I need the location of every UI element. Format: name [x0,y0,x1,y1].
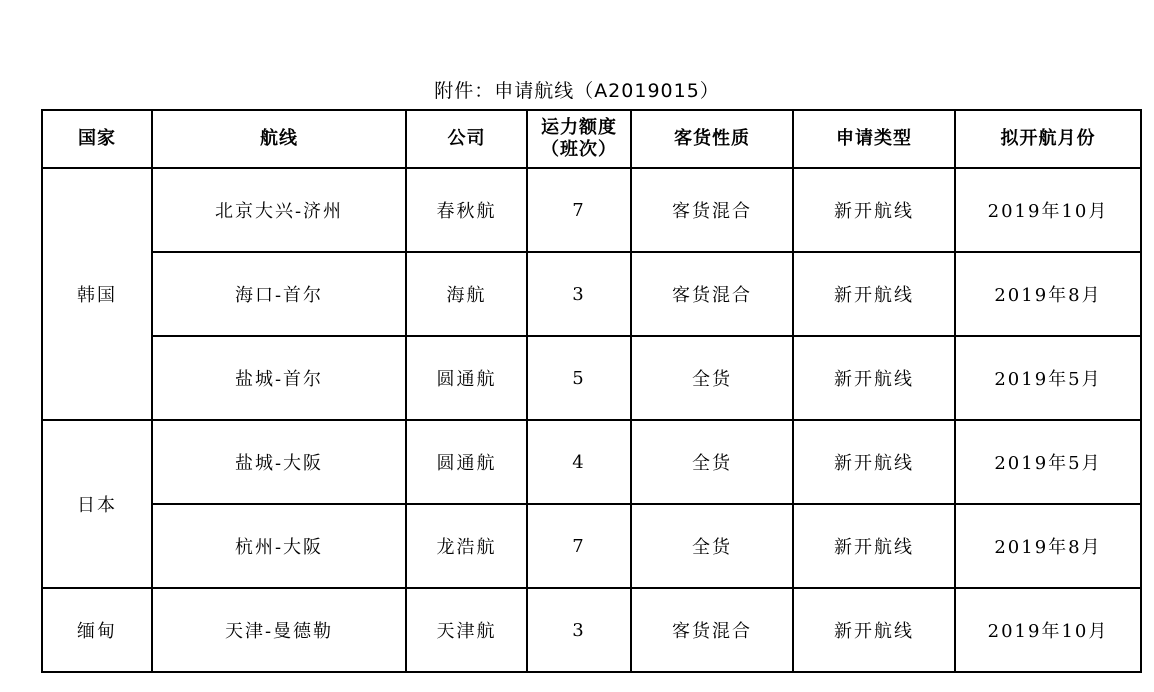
table-row [42,588,1141,672]
header-type: 申请类型 [793,110,955,168]
company-cell: 龙浩航 [406,504,527,588]
company-cell: 春秋航 [406,168,527,252]
type-cell: 新开航线 [793,252,955,336]
company-cell: 海航 [406,252,527,336]
capacity-cell: 7 [527,504,631,588]
type-cell: 新开航线 [793,336,955,420]
capacity-cell: 3 [527,252,631,336]
month-cell: 2019年5月 [955,336,1141,420]
header-company: 公司 [406,110,527,168]
table-row [42,420,1141,504]
capacity-cell: 5 [527,336,631,420]
table-row [42,168,1141,252]
month-cell: 2019年10月 [955,168,1141,252]
capacity-cell: 4 [527,420,631,504]
nature-cell: 全货 [631,504,793,588]
country-cell: 日本 [42,420,152,588]
nature-cell: 客货混合 [631,588,793,672]
type-cell: 新开航线 [793,168,955,252]
company-cell: 圆通航 [406,336,527,420]
country-cell: 韩国 [42,168,152,420]
table-row [42,252,1141,336]
header-nature: 客货性质 [631,110,793,168]
nature-cell: 全货 [631,420,793,504]
route-cell: 盐城-大阪 [152,420,406,504]
header-route: 航线 [152,110,406,168]
header-capacity-line1: 运力额度 [541,117,617,138]
month-cell: 2019年8月 [955,504,1141,588]
nature-cell: 全货 [631,336,793,420]
route-cell: 盐城-首尔 [152,336,406,420]
country-cell: 缅甸 [42,588,152,672]
company-cell: 天津航 [406,588,527,672]
type-cell: 新开航线 [793,588,955,672]
table-header-row [42,110,1141,168]
header-capacity-line2: （班次） [541,139,617,160]
route-cell: 天津-曼德勒 [152,588,406,672]
nature-cell: 客货混合 [631,168,793,252]
header-country: 国家 [42,110,152,168]
route-cell: 海口-首尔 [152,252,406,336]
table-row [42,504,1141,588]
table-row [42,336,1141,420]
month-cell: 2019年8月 [955,252,1141,336]
month-cell: 2019年10月 [955,588,1141,672]
header-month: 拟开航月份 [955,110,1141,168]
company-cell: 圆通航 [406,420,527,504]
capacity-cell: 7 [527,168,631,252]
type-cell: 新开航线 [793,504,955,588]
header-capacity [527,110,631,168]
type-cell: 新开航线 [793,420,955,504]
route-cell: 北京大兴-济州 [152,168,406,252]
route-cell: 杭州-大阪 [152,504,406,588]
routes-table [41,109,1142,673]
month-cell: 2019年5月 [955,420,1141,504]
document-title: 附件：申请航线（A2019015） [434,80,720,102]
capacity-cell: 3 [527,588,631,672]
nature-cell: 客货混合 [631,252,793,336]
